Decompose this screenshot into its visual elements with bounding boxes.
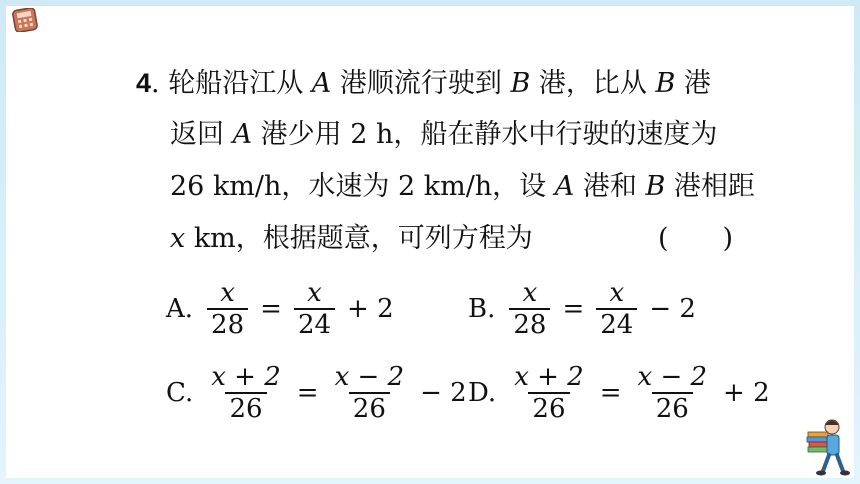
numerator: x + 2 (514, 362, 584, 392)
question-text: 港 (675, 68, 711, 99)
fraction (207, 362, 285, 424)
option-a[interactable] (166, 278, 400, 340)
var-b: B (655, 68, 676, 99)
equals-sign: = (599, 378, 622, 408)
fraction (294, 278, 335, 340)
question-text: 返回 (170, 119, 233, 150)
question-line-4 (170, 224, 533, 254)
denominator: 24 (596, 308, 637, 340)
question-text: 港和 (574, 171, 646, 202)
option-label: A. (166, 294, 194, 324)
numerator: x (609, 278, 625, 308)
denominator: 26 (225, 392, 266, 424)
fraction (207, 278, 248, 340)
question-number: 4 (136, 68, 152, 98)
denominator: 28 (509, 308, 550, 340)
fraction (596, 278, 637, 340)
var-b: B (645, 171, 666, 202)
question-line-2 (170, 120, 717, 150)
denominator: 26 (528, 392, 569, 424)
tail-term: + 2 (347, 294, 394, 324)
question-line-3 (170, 172, 755, 202)
option-d[interactable] (468, 362, 776, 424)
question-text: 港少用 2 h，船在静水中行驶的速度为 (252, 119, 718, 150)
answer-blank[interactable]: ( ) (658, 223, 734, 254)
denominator: 24 (294, 308, 335, 340)
option-b[interactable] (468, 278, 702, 340)
var-b: B (510, 68, 531, 99)
question-text: 26 km/h，水速为 2 km/h，设 (170, 171, 555, 202)
var-a: A (554, 171, 575, 202)
numerator: x (522, 278, 538, 308)
fraction (510, 362, 588, 424)
fraction (634, 362, 712, 424)
var-a: A (232, 119, 253, 150)
equals-sign: = (562, 294, 585, 324)
numerator: x (307, 278, 322, 308)
tail-term: + 2 (723, 378, 770, 408)
equals-sign: = (296, 378, 319, 408)
student-carrying-books-icon (802, 418, 852, 478)
tail-term: − 2 (420, 378, 467, 408)
numerator: x − 2 (334, 362, 405, 392)
denominator: 26 (652, 392, 693, 424)
numerator: x + 2 (211, 362, 281, 392)
question-text: 港相距 (665, 171, 755, 202)
question-line-1 (136, 68, 711, 99)
fraction (331, 362, 409, 424)
option-c[interactable] (166, 362, 473, 424)
denominator: 26 (349, 392, 390, 424)
numerator: x (220, 278, 235, 308)
calculator-icon (12, 8, 38, 32)
question-text: km，根据题意，可列方程为 (185, 223, 533, 254)
numerator: x − 2 (637, 362, 708, 392)
var-x: x (170, 223, 186, 254)
question-text: 港，比从 (530, 68, 656, 99)
option-label: D. (468, 378, 497, 408)
var-a: A (311, 68, 332, 99)
option-label: B. (468, 294, 496, 324)
tail-term: − 2 (649, 294, 696, 324)
equals-sign: = (260, 294, 282, 324)
option-label: C. (166, 378, 194, 408)
question-text: . 轮船沿江从 (151, 68, 312, 99)
denominator: 28 (207, 308, 248, 340)
fraction (509, 278, 550, 340)
question-text: 港顺流行驶到 (331, 68, 511, 99)
